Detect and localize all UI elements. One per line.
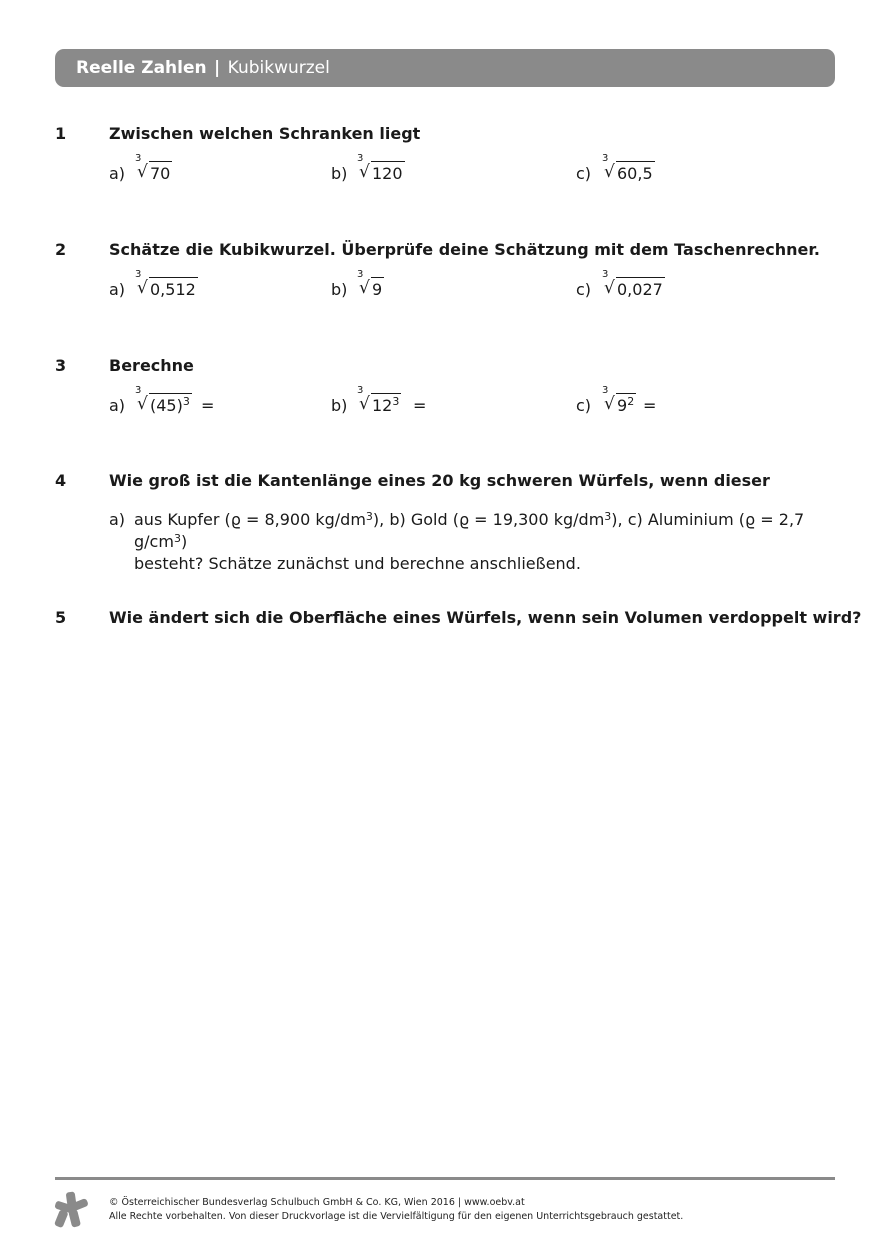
radical-sign-icon: √ [359,162,370,182]
item-label: a) [109,280,126,299]
task-1-number: 1 [55,124,67,143]
header-topic: Reelle Zahlen [76,58,207,78]
task-4-title: Wie groß ist die Kantenlänge eines 20 kg schweren Würfels, wenn dieser [109,471,770,490]
radicand: 60,5 [616,161,655,183]
radicand-base: (45) [150,396,183,415]
footer-divider [55,1177,835,1180]
task-2-number: 2 [55,240,67,259]
equals-sign: = [643,396,657,415]
root-index: 3 [135,385,142,396]
exponent: 3 [365,510,373,523]
root-index: 3 [602,385,609,396]
item-label: a) [109,164,126,183]
text-part: ), b) Gold (ϱ = 19,300 kg/dm [372,510,605,529]
item-label: c) [576,396,592,415]
task-4-subtask [109,509,824,575]
root-index: 3 [602,269,609,280]
footer-copyright: © Österreichischer Bundesverlag Schulbuch GmbH & Co. KG, Wien 2016 | www.oebv.at [109,1197,525,1208]
radical-sign-icon: √ [137,162,148,182]
exponent: 3 [173,532,181,545]
task-1-title: Zwischen welchen Schranken liegt [109,124,421,143]
radical-sign-icon: √ [604,162,615,182]
task-5-title: Wie ändert sich die Oberfläche eines Würfels, wenn sein Volumen verdoppelt wird? [109,608,862,627]
radicand [616,393,636,415]
radicand [371,393,401,415]
root-index: 3 [135,153,142,164]
radicand: 70 [149,161,172,183]
item-label: a) [109,396,126,415]
radicand-exponent: 3 [392,395,400,408]
radicand [149,393,192,415]
radicand-exponent: 2 [627,395,635,408]
root-index: 3 [357,385,364,396]
equals-sign: = [413,396,427,415]
radicand: 120 [371,161,405,183]
radicand-exponent: 3 [182,395,190,408]
task-4-number: 4 [55,471,67,490]
radicand-base: 12 [372,396,393,415]
item-label: b) [331,280,348,299]
root-index: 3 [135,269,142,280]
radical-sign-icon: √ [359,394,370,414]
radicand-base: 9 [617,396,628,415]
task-2-title: Schätze die Kubikwurzel. Überprüfe deine Schätzung mit dem Taschenrechner. [109,240,821,259]
subtask-text [134,509,824,575]
radicand: 9 [371,277,384,299]
header-bar [55,49,835,87]
text-part: ), c) Aluminium (ϱ = 2,7 g/cm [134,510,805,551]
root-index: 3 [602,153,609,164]
task-3-title: Berechne [109,356,194,375]
text-part: ) [180,532,188,551]
radicand: 0,512 [149,277,198,299]
task-3-number: 3 [55,356,67,375]
header-subtopic: Kubikwurzel [227,58,330,78]
task-5-number: 5 [55,608,67,627]
equals-sign: = [201,396,215,415]
publisher-logo-icon [53,1190,89,1228]
subtask-label: a) [109,510,126,529]
root-index: 3 [357,269,364,280]
root-index: 3 [357,153,364,164]
item-label: b) [331,164,348,183]
radical-sign-icon: √ [137,278,148,298]
item-label: c) [576,164,592,183]
radical-sign-icon: √ [137,394,148,414]
radical-sign-icon: √ [604,394,615,414]
radical-sign-icon: √ [359,278,370,298]
text-line-2: besteht? Schätze zunächst und berechne anschließend. [134,554,581,573]
text-part: aus Kupfer (ϱ = 8,900 kg/dm [134,510,366,529]
item-label: c) [576,280,592,299]
exponent: 3 [604,510,612,523]
radicand: 0,027 [616,277,665,299]
radical-sign-icon: √ [604,278,615,298]
footer-rights: Alle Rechte vorbehalten. Von dieser Druckvorlage ist die Vervielfältigung für den eigenen Unterrichtsgebrauch gestattet. [109,1211,684,1222]
header-separator: | [214,58,221,78]
footer-text [109,1196,683,1224]
item-label: b) [331,396,348,415]
